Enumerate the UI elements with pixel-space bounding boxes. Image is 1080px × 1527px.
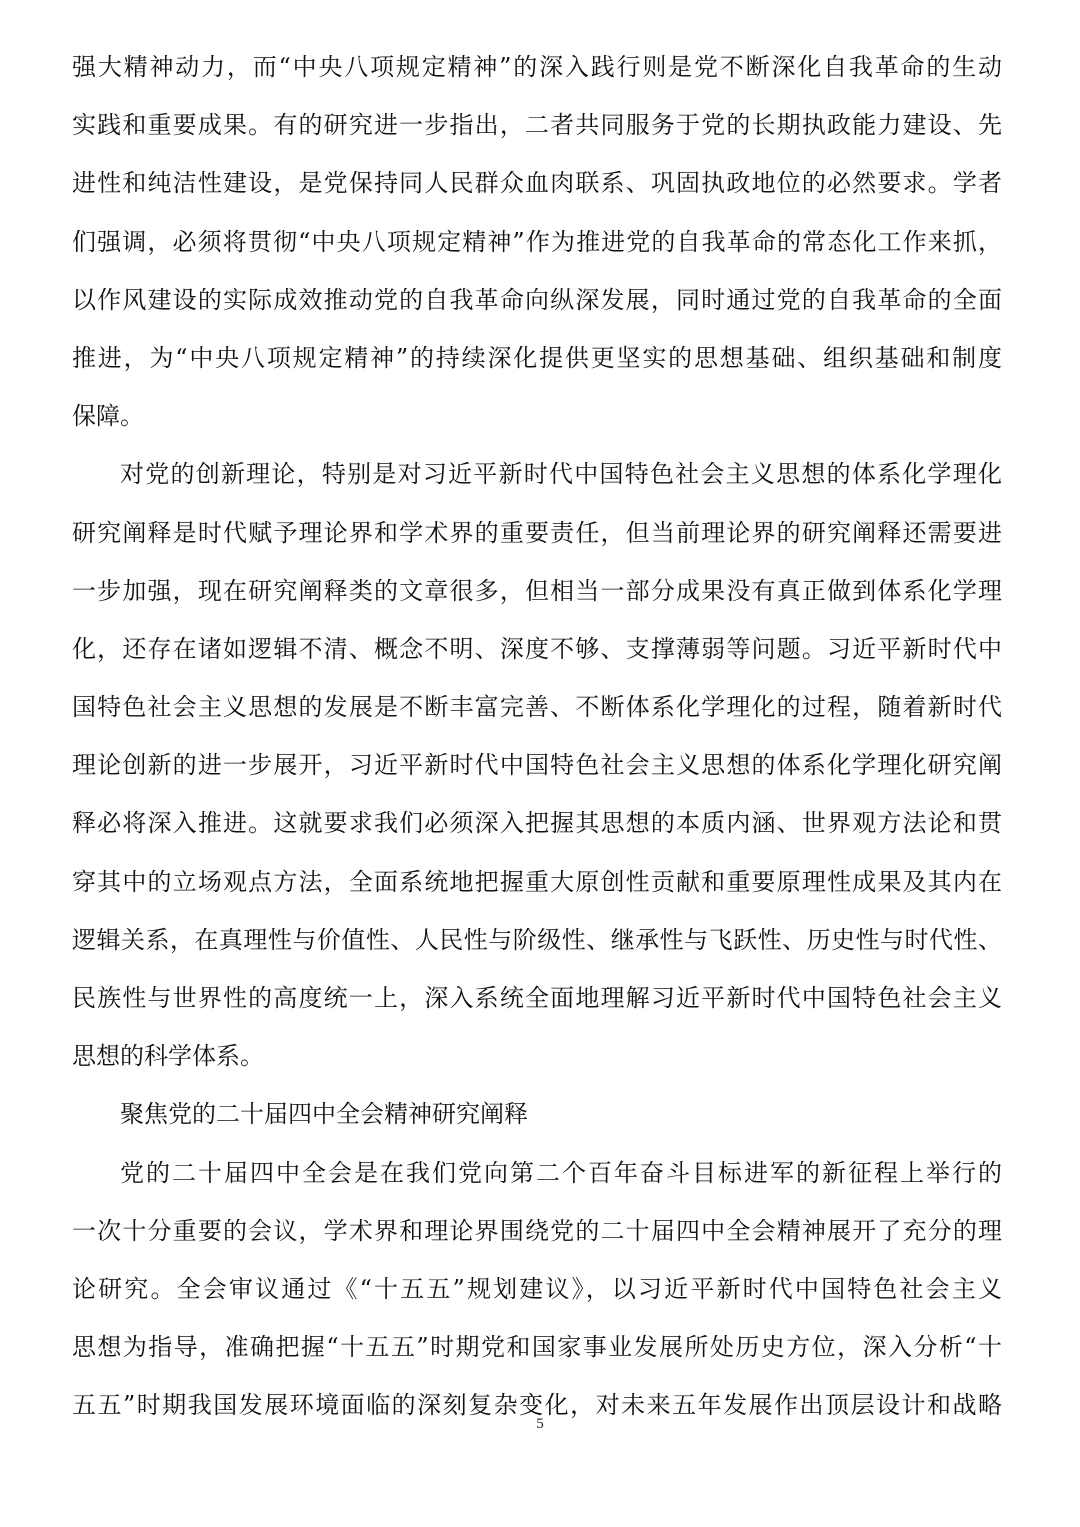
- text-line: 理论创新的进一步展开，习近平新时代中国特色社会主义思想的体系化学理化研究阐: [72, 751, 1002, 780]
- text-line: 研究阐释是时代赋予理论界和学术界的重要责任，但当前理论界的研究阐释还需要进: [72, 518, 1002, 547]
- text-line: 思想为指导，准确把握“十五五”时期党和国家事业发展所处历史方位，深入分析“十: [72, 1333, 1002, 1362]
- text-line: 穿其中的立场观点方法，全面系统地把握重大原创性贡献和重要原理性成果及其内在: [72, 867, 1002, 896]
- text-line: 国特色社会主义思想的发展是不断丰富完善、不断体系化学理化的过程，随着新时代: [72, 693, 1002, 722]
- text-line: 五五”时期我国发展环境面临的深刻复杂变化，对未来五年发展作出顶层设计和战略: [72, 1391, 1002, 1420]
- text-line: 逻辑关系，在真理性与价值性、人民性与阶级性、继承性与飞跃性、历史性与时代性、: [72, 925, 1002, 954]
- page-number: 5: [536, 1416, 544, 1432]
- text-line: 一步加强，现在研究阐释类的文章很多，但相当一部分成果没有真正做到体系化学理: [72, 576, 1002, 605]
- text-line: 党的二十届四中全会是在我们党向第二个百年奋斗目标进军的新征程上举行的: [120, 1158, 1002, 1187]
- body-text: [72, 38, 1002, 1435]
- text-line: 推进，为“中央八项规定精神”的持续深化提供更坚实的思想基础、组织基础和制度: [72, 343, 1002, 372]
- text-line: 以作风建设的实际成效推动党的自我革命向纵深发展，同时通过党的自我革命的全面: [72, 285, 1002, 314]
- text-line: 们强调，必须将贯彻“中央八项规定精神”作为推进党的自我革命的常态化工作来抓，: [72, 227, 1002, 256]
- text-line: 思想的科学体系。: [72, 1042, 264, 1071]
- text-line: 保障。: [72, 402, 144, 431]
- text-line: 强大精神动力，而“中央八项规定精神”的深入践行则是党不断深化自我革命的生动: [72, 53, 1002, 81]
- text-line: 释必将深入推进。这就要求我们必须深入把握其思想的本质内涵、世界观方法论和贯: [72, 809, 1002, 838]
- text-line: 民族性与世界性的高度统一上，深入系统全面地理解习近平新时代中国特色社会主义: [72, 984, 1002, 1012]
- text-line: 实践和重要成果。有的研究进一步指出，二者共同服务于党的长期执政能力建设、先: [72, 111, 1002, 140]
- text-line: 聚焦党的二十届四中全会精神研究阐释: [120, 1100, 528, 1129]
- text-line: 一次十分重要的会议，学术界和理论界围绕党的二十届四中全会精神展开了充分的理: [72, 1216, 1002, 1245]
- text-line: 进性和纯洁性建设，是党保持同人民群众血肉联系、巩固执政地位的必然要求。学者: [72, 169, 1002, 198]
- text-line: 对党的创新理论，特别是对习近平新时代中国特色社会主义思想的体系化学理化: [120, 460, 1002, 489]
- text-line: 化，还存在诸如逻辑不清、概念不明、深度不够、支撑薄弱等问题。习近平新时代中: [72, 634, 1002, 663]
- text-line: 论研究。全会审议通过《“十五五”规划建议》，以习近平新时代中国特色社会主义: [72, 1274, 1002, 1303]
